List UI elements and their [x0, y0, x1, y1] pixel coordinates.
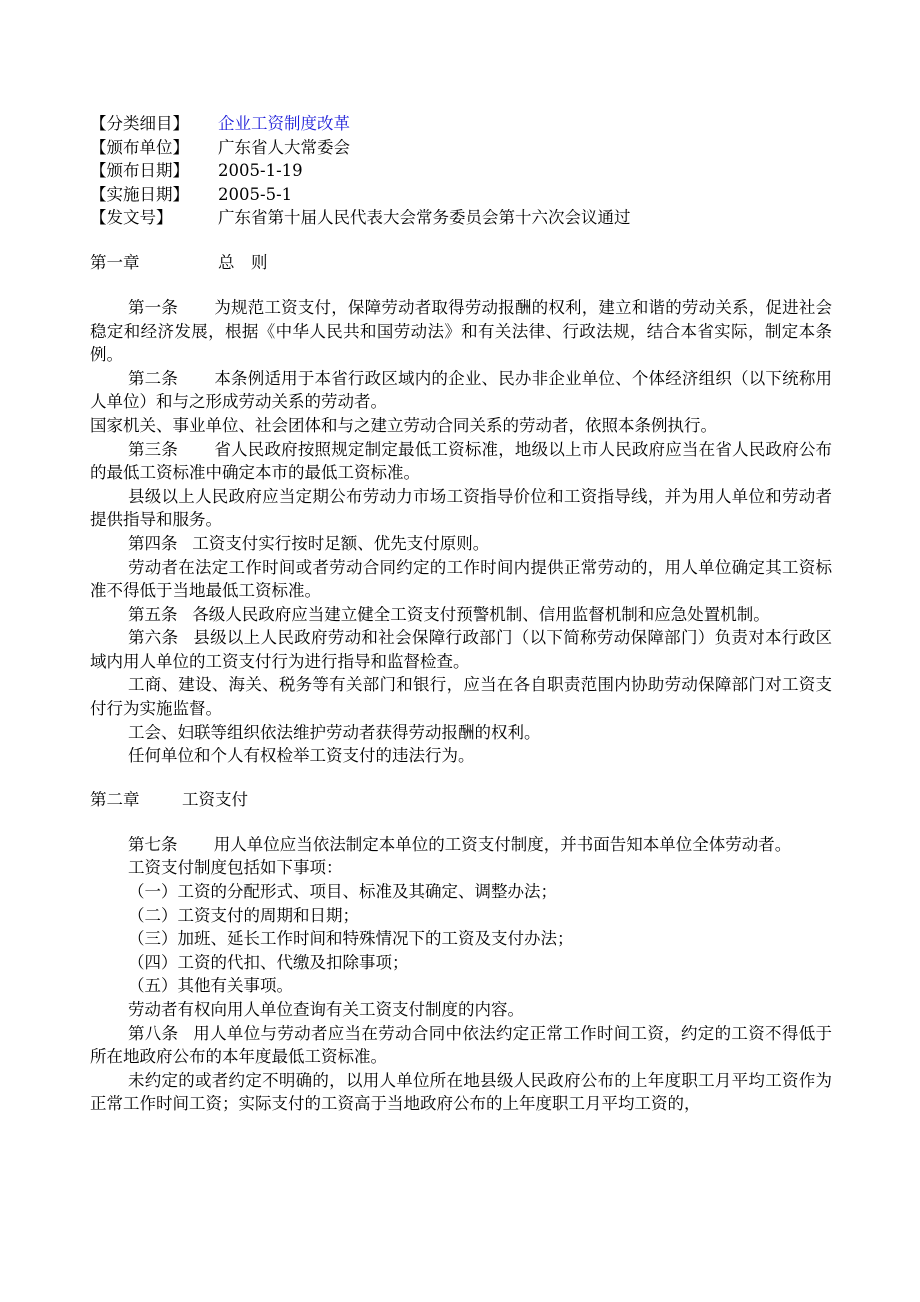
paragraph-text: 工会、妇联等组织依法维护劳动者获得劳动报酬的权利。: [127, 722, 541, 742]
chapter-title: 总则: [218, 252, 284, 272]
meta-key: 【实施日期】: [90, 184, 189, 204]
paragraph: [90, 880, 832, 904]
meta-value: 2005-1-19: [218, 161, 303, 181]
paragraph: [90, 367, 832, 414]
meta-key: 【颁布日期】: [90, 161, 189, 181]
meta-key: 【发文号】: [90, 208, 173, 228]
article-number: 第八条: [127, 1023, 179, 1043]
paragraph: [90, 414, 832, 438]
chapter-number: 第一章: [90, 252, 140, 272]
paragraph-text: 工资支付制度包括如下事项：: [127, 858, 343, 878]
paragraph: [90, 485, 832, 532]
article-number: 第一条: [127, 297, 179, 317]
paragraph: [90, 438, 832, 485]
article-number: 第四条: [127, 533, 178, 553]
paragraph-text: 未约定的或者约定不明确的，以用人单位所在地县级人民政府公布的上年度职工月平均工资作为正常工作时间工资；实际支付的工资高于当地政府公布的上年度职工月平均工资的，: [90, 1070, 832, 1114]
paragraph: [90, 927, 832, 951]
meta-value: 广东省人大常委会: [218, 137, 350, 157]
meta-value: 2005-5-1: [218, 184, 293, 204]
paragraph-text: 各级人民政府应当建立健全工资支付预警机制、信用监督机制和应急处置机制。: [192, 604, 770, 624]
paragraph: [90, 1069, 832, 1116]
paragraph: [90, 744, 832, 768]
paragraph: [90, 603, 832, 627]
metadata-block: [90, 112, 832, 230]
article-number: 第七条: [127, 834, 178, 854]
document-page: [90, 112, 832, 1116]
paragraph: [90, 296, 832, 367]
article-number: 第三条: [127, 439, 179, 459]
chapter-heading-1: [90, 251, 832, 275]
meta-row-issue-date: [90, 159, 832, 183]
paragraph-text: 劳动者有权向用人单位查询有关工资支付制度的内容。: [127, 1000, 524, 1019]
paragraph-text: 工资支付实行按时足额、优先支付原则。: [192, 533, 490, 553]
paragraph-text: 工商、建设、海关、税务等有关部门和银行，应当在各自职责范围内协助劳动保障部门对工资支付行为实施监督。: [90, 675, 832, 719]
paragraph-text: 县级以上人民政府应当定期公布劳动力市场工资指导价位和工资指导线，并为用人单位和劳动者提供指导和服务。: [90, 486, 832, 530]
paragraph-text: （五）其他有关事项。: [127, 976, 293, 996]
paragraph: [90, 532, 832, 556]
paragraph: [90, 998, 832, 1022]
meta-value: 广东省第十届人民代表大会常务委员会第十六次会议通过: [218, 208, 631, 228]
paragraph: [90, 974, 832, 998]
paragraph: [90, 951, 832, 975]
paragraph-text: 省人民政府按照规定制定最低工资标准，地级以上市人民政府应当在省人民政府公布的最低工资标准中确定本市的最低工资标准。: [90, 439, 833, 483]
chapter-1-body: [90, 296, 832, 768]
paragraph-text: 任何单位和个人有权检举工资支付的违法行为。: [127, 746, 475, 766]
paragraph: [90, 556, 832, 603]
article-number: 第六条: [127, 628, 179, 648]
chapter-number: 第二章: [90, 789, 140, 809]
paragraph-text: 县级以上人民政府劳动和社会保障行政部门（以下简称劳动保障部门）负责对本行政区域内用人单位的工资支付行为进行指导和监督检查。: [90, 628, 833, 671]
paragraph: [90, 1022, 832, 1069]
paragraph-text: 国家机关、事业单位、社会团体和与之建立劳动合同关系的劳动者，依照本条例执行。: [90, 415, 717, 435]
category-link[interactable]: 企业工资制度改革: [218, 114, 350, 133]
paragraph-text: 用人单位与劳动者应当在劳动合同中依法约定正常工作时间工资，约定的工资不得低于所在地政府公布的本年度最低工资标准。: [90, 1023, 833, 1067]
meta-key: 【分类细目】: [90, 114, 189, 133]
paragraph-text: （二）工资支付的周期和日期；: [127, 905, 359, 925]
paragraph-text: 劳动者在法定工作时间或者劳动合同约定的工作时间内提供正常劳动的，用人单位确定其工资标准不得低于当地最低工资标准。: [90, 557, 832, 601]
chapter-2-body: [90, 833, 832, 1116]
paragraph-text: （四）工资的代扣、代缴及扣除事项；: [127, 952, 409, 972]
paragraph-text: 本条例适用于本省行政区域内的企业、民办非企业单位、个体经济组织（以下统称用人单位）和与之形成劳动关系的劳动者。: [90, 368, 833, 412]
article-number: 第二条: [127, 368, 179, 388]
meta-row-effective-date: [90, 183, 832, 207]
paragraph: [90, 673, 832, 720]
paragraph-text: （三）加班、延长工作时间和特殊情况下的工资及支付办法；: [127, 929, 574, 949]
paragraph-text: （一）工资的分配形式、项目、标准及其确定、调整办法；: [127, 882, 557, 902]
paragraph: [90, 904, 832, 928]
paragraph: [90, 856, 832, 880]
paragraph: [90, 833, 832, 857]
paragraph: [90, 626, 832, 673]
chapter-title: 工资支付: [182, 789, 248, 809]
meta-row-category: [90, 112, 832, 136]
chapter-heading-2: [90, 788, 832, 812]
article-number: 第五条: [127, 604, 178, 624]
meta-key: 【颁布单位】: [90, 137, 189, 157]
paragraph-text: 用人单位应当依法制定本单位的工资支付制度，并书面告知本单位全体劳动者。: [213, 834, 792, 854]
paragraph: [90, 721, 832, 745]
paragraph-text: 为规范工资支付，保障劳动者取得劳动报酬的权利，建立和谐的劳动关系，促进社会稳定和经济发展，根据《中华人民共和国劳动法》和有关法律、行政法规，结合本省实际，制定本条例。: [90, 297, 833, 365]
meta-row-document-number: [90, 206, 832, 230]
meta-row-issuer: [90, 136, 832, 160]
